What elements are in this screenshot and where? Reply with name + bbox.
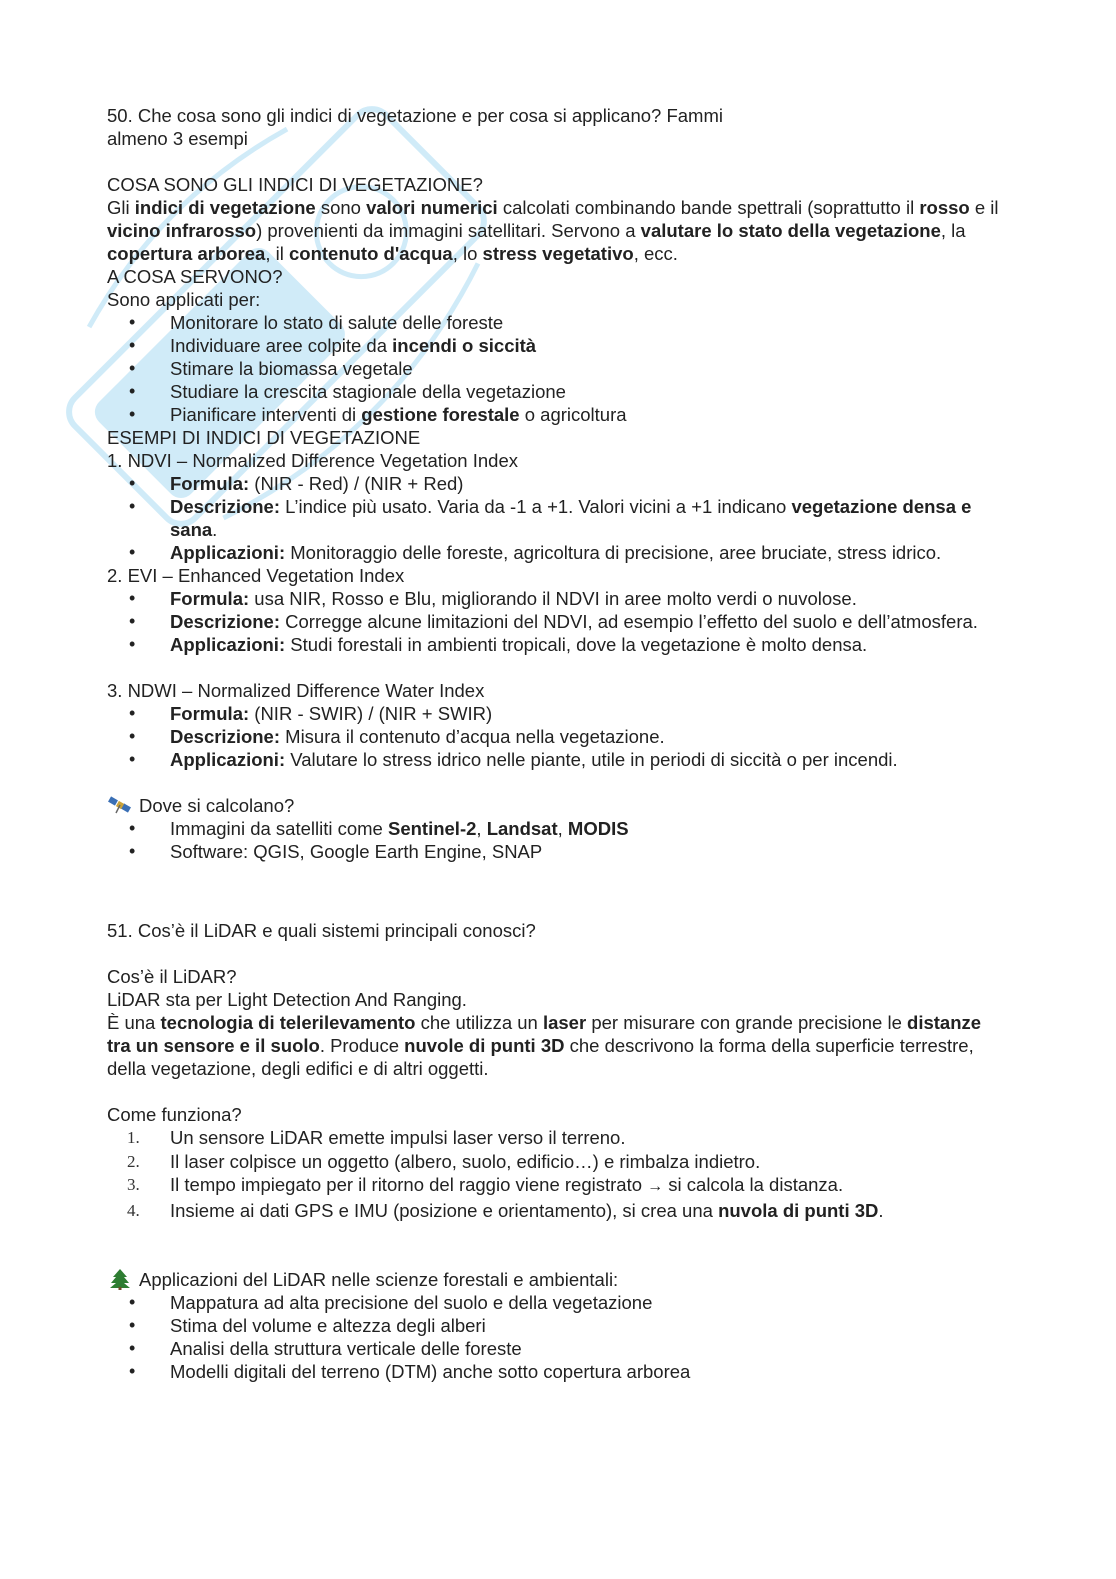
arrow-right-icon: → — [647, 1178, 664, 1195]
list-item: • Pianificare interventi di gestione forestale o agricoltura — [107, 403, 1007, 426]
list-item: • Individuare aree colpite da incendi o siccità — [107, 334, 1007, 357]
evi-list — [107, 587, 1007, 656]
list-item: • Applicazioni: Valutare lo stress idrico nelle piante, utile in periodi di siccità o per incendi. — [107, 748, 1007, 771]
list-item: • Studiare la crescita stagionale della vegetazione — [107, 380, 1007, 403]
list-item: • Descrizione: Corregge alcune limitazioni del NDVI, ad esempio l’effetto del suolo e dell’atmosfera. — [107, 610, 1007, 633]
evi-title: 2. EVI – Enhanced Vegetation Index — [107, 565, 405, 586]
lidar-what-heading: Cos’è il LiDAR? — [107, 966, 237, 987]
section-heading-examples: ESEMPI DI INDICI DI VEGETAZIONE — [107, 427, 421, 448]
lidar-definition: È una tecnologia di telerilevamento che utilizza un laser per misurare con grande precisione le distanze tra un sensore e il suolo. Produce nuvole di punti 3D che descrivono la forma della superficie terrestre, della vegetazione, degli edifici e di altri oggetti. — [107, 1012, 982, 1079]
steps-list — [107, 1126, 1007, 1222]
list-item: • Mappatura ad alta precisione del suolo e della vegetazione — [107, 1291, 1007, 1314]
apps-heading: Applicazioni del LiDAR nelle scienze forestali e ambientali: — [107, 1268, 1007, 1291]
question-50-title: 50. Che cosa sono gli indici di vegetazione e per cosa si applicano? Fammi almeno 3 esempi — [107, 105, 723, 149]
list-item: • Formula: (NIR - Red) / (NIR + Red) — [107, 472, 1007, 495]
lidar-acronym: LiDAR sta per Light Detection And Ranging. — [107, 989, 467, 1010]
list-item: • Formula: usa NIR, Rosso e Blu, migliorando il NDVI in aree molto verdi o nuvolose. — [107, 587, 1007, 610]
section-heading-what: COSA SONO GLI INDICI DI VEGETAZIONE? — [107, 174, 483, 195]
list-item: • Applicazioni: Studi forestali in ambienti tropicali, dove la vegetazione è molto densa. — [107, 633, 1007, 656]
ndwi-list — [107, 702, 1007, 771]
list-item: • Formula: (NIR - SWIR) / (NIR + SWIR) — [107, 702, 1007, 725]
where-list — [107, 817, 1007, 863]
apps-list — [107, 1291, 1007, 1383]
question-51-title: 51. Cos’è il LiDAR e quali sistemi principali conosci? — [107, 920, 536, 941]
ndvi-list — [107, 472, 1007, 564]
list-item: • Software: QGIS, Google Earth Engine, SNAP — [107, 840, 1007, 863]
evergreen-tree-icon — [107, 1268, 133, 1290]
where-heading: Dove si calcolano? — [107, 794, 1007, 817]
list-item: • Immagini da satelliti come Sentinel-2, Landsat, MODIS — [107, 817, 1007, 840]
ndvi-title: 1. NDVI – Normalized Difference Vegetation Index — [107, 450, 518, 471]
document-content — [107, 104, 1007, 1383]
list-item: 2. Il laser colpisce un oggetto (albero, suolo, edificio…) e rimbalza indietro. — [127, 1150, 761, 1172]
uses-intro: Sono applicati per: — [107, 289, 261, 310]
list-item: • Descrizione: Misura il contenuto d’acqua nella vegetazione. — [107, 725, 1007, 748]
list-item: 1. Un sensore LiDAR emette impulsi laser verso il terreno. — [127, 1127, 626, 1148]
uses-list — [107, 311, 1007, 426]
ndwi-title: 3. NDWI – Normalized Difference Water Index — [107, 680, 485, 701]
list-item: • Stimare la biomassa vegetale — [107, 357, 1007, 380]
list-item: • Descrizione: L’indice più usato. Varia da -1 a +1. Valori vicini a +1 indicano vegetazione densa e sana. — [107, 495, 1007, 541]
list-item: 3. Il tempo impiegato per il ritorno del raggio viene registrato → si calcola la distanza. — [127, 1174, 844, 1195]
list-item: • Analisi della struttura verticale delle foreste — [107, 1337, 1007, 1360]
list-item: • Stima del volume e altezza degli alberi — [107, 1314, 1007, 1337]
how-heading: Come funziona? — [107, 1104, 242, 1125]
list-item: • Modelli digitali del terreno (DTM) anche sotto copertura arborea — [107, 1360, 1007, 1383]
section-heading-uses: A COSA SERVONO? — [107, 266, 283, 287]
definition-paragraph: Gli indici di vegetazione sono valori numerici calcolati combinando bande spettrali (soprattutto il rosso e il vicino infrarosso) provenienti da immagini satellitari. Servono a valutare lo stato della vegetazione, la copertura arborea, il contenuto d'acqua, lo stress vegetativo, ecc. — [107, 197, 999, 264]
satellite-icon — [107, 794, 133, 816]
list-item: 4. Insieme ai dati GPS e IMU (posizione e orientamento), si crea una nuvola di punti 3D. — [127, 1199, 884, 1221]
list-item: • Monitorare lo stato di salute delle foreste — [107, 311, 1007, 334]
list-item: • Applicazioni: Monitoraggio delle foreste, agricoltura di precisione, aree bruciate, stress idrico. — [107, 541, 1007, 564]
